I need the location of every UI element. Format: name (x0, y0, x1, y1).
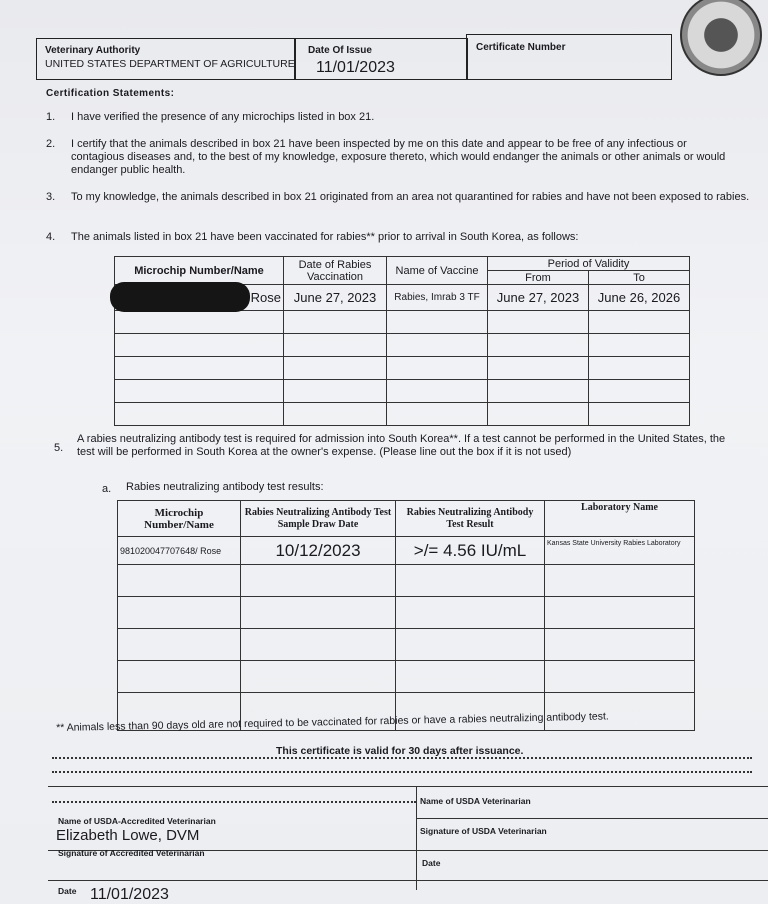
vaccine-row-from: June 27, 2023 (488, 285, 589, 311)
authority-label: Veterinary Authority (45, 45, 141, 56)
table-row (118, 629, 695, 661)
statement-5a-number: a. (102, 483, 112, 495)
antibody-row-result: >/= 4.56 IU/mL (396, 537, 545, 565)
validity-statement: This certificate is valid for 30 days after issuance. (276, 745, 524, 757)
vaccine-row-vaccine: Rabies, Imrab 3 TF (387, 285, 488, 311)
statement-1-number: 1. (46, 111, 56, 123)
statement-5a-text: Rabies neutralizing antibody test results: (126, 481, 324, 493)
table-row (118, 565, 695, 597)
statement-3-number: 3. (46, 191, 56, 203)
accredited-date-label: Date (58, 886, 77, 896)
date-of-issue-label: Date Of Issue (308, 45, 372, 56)
accredited-date-value: 11/01/2023 (90, 886, 169, 903)
age-footnote: ** Animals less than 90 days old are not required to be vaccinated for rabies or have a rabies neutralizing antibody test. (56, 710, 609, 734)
table-row (115, 334, 690, 357)
antibody-row-lab: Kansas State University Rabies Laboratory (545, 537, 695, 565)
antibody-row-draw: 10/12/2023 (241, 537, 396, 565)
signature-grid-line (416, 818, 768, 819)
vaccine-header-from: From (488, 271, 589, 285)
table-row (115, 357, 690, 380)
authority-value: UNITED STATES DEPARTMENT OF AGRICULTURE (45, 58, 295, 70)
table-row (118, 597, 695, 629)
antibody-header-lab: Laboratory Name (545, 501, 695, 537)
table-row (115, 403, 690, 426)
usda-vet-name-label: Name of USDA Veterinarian (420, 796, 531, 806)
table-row (118, 661, 695, 693)
certification-heading: Certification Statements: (46, 88, 175, 99)
accredited-vet-name: Elizabeth Lowe, DVM (56, 827, 200, 844)
certificate-number-box (466, 34, 672, 80)
antibody-header-result: Rabies Neutralizing Antibody Test Result (396, 501, 545, 537)
statement-2-text: I certify that the animals described in box 21 have been inspected by me on this date and appear to be free of any infectious or contagious diseases and, to the best of my knowledge, exposure thereto, which would endanger the animals or other animals or would endanger public health. (71, 138, 726, 176)
dotted-divider (52, 771, 752, 773)
table-row (118, 537, 695, 565)
date-of-issue-value: 11/01/2023 (316, 59, 395, 76)
accredited-vet-name-label: Name of USDA-Accredited Veterinarian (58, 816, 216, 826)
vaccine-header-period: Period of Validity (488, 257, 690, 271)
statement-3-text: To my knowledge, the animals described in box 21 originated from an area not quarantined for rabies and have not been exposed to rabies. (71, 191, 750, 203)
table-row (115, 311, 690, 334)
vaccine-row-date: June 27, 2023 (284, 285, 387, 311)
vaccine-header-name: Name of Vaccine (387, 257, 488, 285)
usda-seal-icon (680, 0, 762, 76)
vaccine-row-to: June 26, 2026 (589, 285, 690, 311)
antibody-header-draw: Rabies Neutralizing Antibody Test Sample Draw Date (241, 501, 396, 537)
signature-grid-line (48, 786, 768, 787)
statement-5-text: A rabies neutralizing antibody test is required for admission into South Korea**. If a test cannot be performed in the United States, the test will be performed in South Korea at the owner's expense. (Please line out the box if it is not used) (77, 433, 726, 458)
vaccine-row-name: Rose (115, 285, 284, 311)
usda-vet-signature-label: Signature of USDA Veterinarian (420, 826, 547, 836)
table-row (115, 380, 690, 403)
vaccine-header-chip: Microchip Number/Name (115, 257, 284, 285)
statement-4-number: 4. (46, 231, 56, 243)
statement-4-text: The animals listed in box 21 have been vaccinated for rabies** prior to arrival in South Korea, as follows: (71, 231, 579, 243)
signature-grid-line (48, 880, 768, 881)
signature-grid-divider (416, 786, 417, 890)
antibody-test-table (117, 500, 695, 731)
certificate-number-label: Certificate Number (476, 42, 566, 53)
vaccine-header-to: To (589, 271, 690, 285)
dotted-divider (52, 757, 752, 759)
vaccine-header-date: Date of Rabies Vaccination (284, 257, 387, 285)
statement-1-text: I have verified the presence of any microchips listed in box 21. (71, 111, 375, 123)
accredited-vet-signature-label: Signature of Accredited Veterinarian (58, 848, 205, 858)
statement-5-number: 5. (54, 442, 64, 454)
antibody-header-chip: Microchip Number/Name (118, 501, 241, 537)
statement-2-number: 2. (46, 138, 56, 150)
antibody-row-chip: 981020047707648/ Rose (118, 537, 241, 565)
redacted-microchip (110, 282, 250, 312)
usda-date-label: Date (422, 858, 441, 868)
dotted-divider (52, 801, 416, 803)
